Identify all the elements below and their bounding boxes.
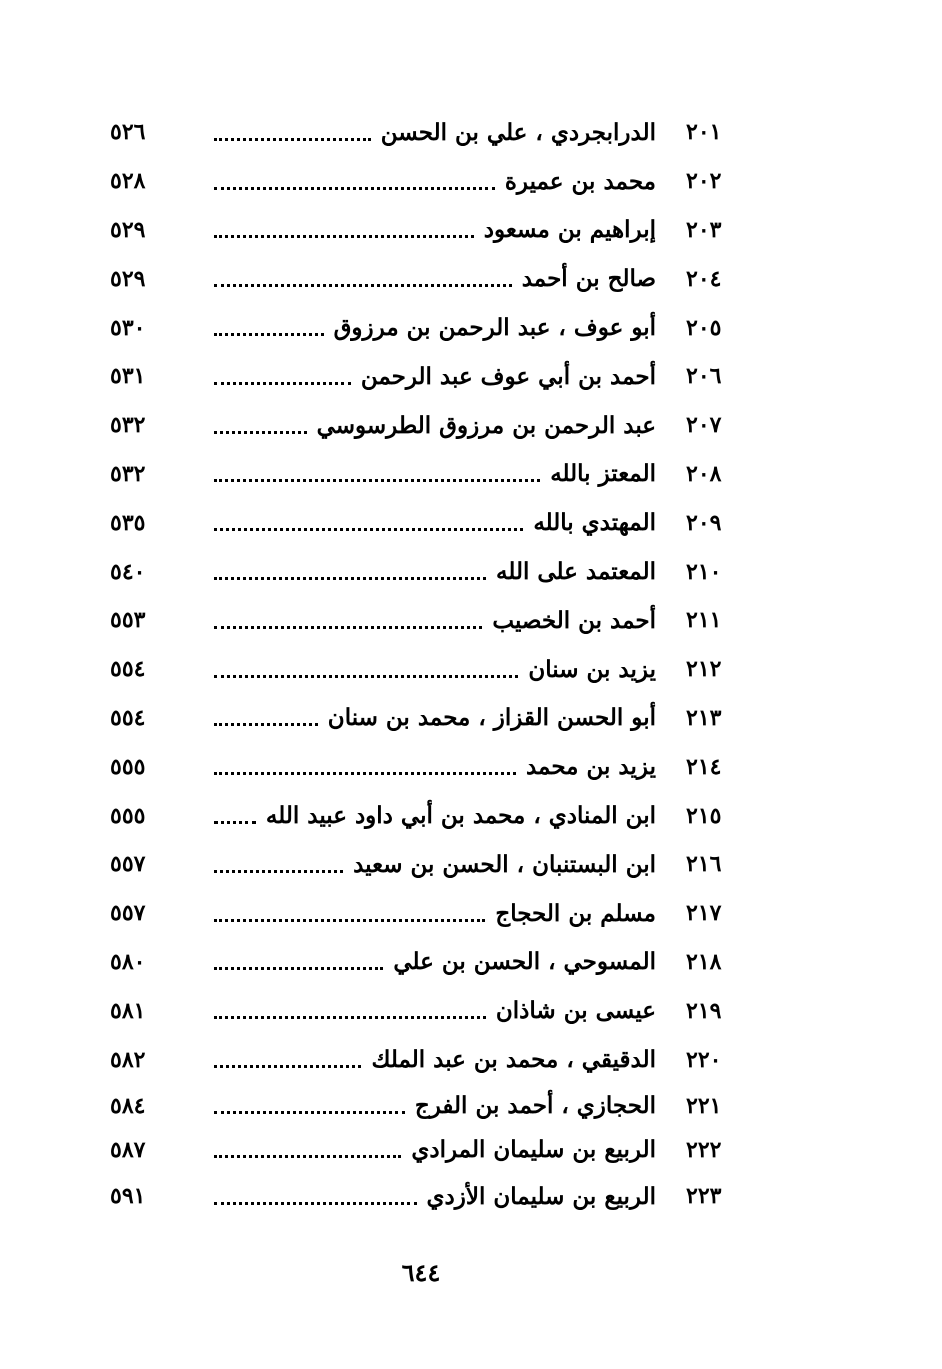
toc-entry — [110, 596, 750, 645]
entry-number: ٢١٤ — [686, 753, 722, 780]
entry-title: يزيد بن سنان — [528, 655, 656, 683]
entry-number: ٢١١ — [686, 607, 722, 634]
toc-entry — [110, 1172, 750, 1221]
entry-number: ٢٠٨ — [686, 460, 722, 487]
dot-leader — [214, 868, 343, 873]
dot-leader — [214, 721, 318, 726]
toc-entry — [110, 742, 750, 791]
page-number: ٦٤٤ — [401, 1258, 441, 1287]
entry-page: ٥٣١ — [110, 363, 146, 390]
toc-entry — [110, 1084, 750, 1128]
entry-title: ابن المنادي ، محمد بن أبي داود عبيد الله — [265, 802, 656, 830]
toc-entry — [110, 547, 750, 596]
entry-title: عيسى بن شاذان — [495, 997, 656, 1025]
toc-entry — [110, 889, 750, 938]
entry-title: الحجازي ، أحمد بن الفرج — [414, 1092, 656, 1120]
entry-page: ٥٥٥ — [110, 802, 146, 829]
toc-entry — [110, 840, 750, 889]
entry-page: ٥٨٧ — [110, 1136, 146, 1163]
dot-leader — [214, 185, 495, 190]
entry-page: ٥٩١ — [110, 1183, 146, 1210]
dot-leader — [214, 1014, 486, 1019]
toc-entry — [110, 791, 750, 840]
entry-page: ٥٥٤ — [110, 656, 146, 683]
entry-page: ٥٢٦ — [110, 119, 146, 146]
entry-number: ٢٠٩ — [686, 509, 722, 536]
entry-title: الدقيقي ، محمد بن عبد الملك — [371, 1046, 656, 1074]
entry-title: محمد بن عميرة — [504, 167, 656, 195]
entry-number: ٢٠٢ — [686, 168, 722, 195]
toc-entry — [110, 352, 750, 401]
entry-page: ٥٢٨ — [110, 168, 146, 195]
dot-leader — [214, 917, 485, 922]
entry-number: ٢٢٠ — [686, 1046, 722, 1073]
entry-page: ٥٥٤ — [110, 704, 146, 731]
toc-entry — [110, 645, 750, 694]
entry-title: ابن البستنبان ، الحسن بن سعيد — [353, 850, 656, 878]
toc-entry — [110, 206, 750, 255]
entry-number: ٢١٩ — [686, 997, 722, 1024]
entry-number: ٢٠٥ — [686, 314, 722, 341]
entry-title: المعتز بالله — [550, 460, 656, 488]
entry-page: ٥٣٢ — [110, 460, 146, 487]
entry-number: ٢٠٤ — [686, 265, 722, 292]
entry-page: ٥٣٥ — [110, 509, 146, 536]
entry-number: ٢٢١ — [686, 1092, 722, 1119]
toc-entry — [110, 108, 750, 157]
entry-page: ٥٨١ — [110, 997, 146, 1024]
dot-leader — [214, 233, 474, 238]
entry-page: ٥٨٤ — [110, 1092, 146, 1119]
entry-number: ٢٠٣ — [686, 216, 722, 243]
entry-title: أحمد بن أبي عوف عبد الرحمن — [360, 362, 656, 390]
dot-leader — [214, 770, 516, 775]
entry-number: ٢١٨ — [686, 948, 722, 975]
entry-title: الربيع بن سليمان الأزدي — [426, 1182, 656, 1210]
toc-entry — [110, 303, 750, 352]
entry-page: ٥٨٢ — [110, 1046, 146, 1073]
dot-leader — [214, 965, 383, 970]
entry-number: ٢١٧ — [686, 900, 722, 927]
entry-number: ٢٢٢ — [686, 1136, 722, 1163]
entry-page: ٥٨٠ — [110, 948, 146, 975]
entry-page: ٥٣٢ — [110, 412, 146, 439]
dot-leader — [214, 136, 371, 141]
dot-leader — [214, 1153, 401, 1158]
dot-leader — [214, 624, 482, 629]
entry-title: الربيع بن سليمان المرادي — [411, 1136, 656, 1164]
toc-entry — [110, 450, 750, 499]
entry-page: ٥٥٧ — [110, 900, 146, 927]
toc-entry — [110, 498, 750, 547]
dot-leader — [214, 429, 307, 434]
dot-leader — [214, 819, 256, 824]
entry-number: ٢٢٣ — [686, 1183, 722, 1210]
entry-title: عبد الرحمن بن مرزوق الطرسوسي — [316, 411, 656, 439]
entry-title: أبو الحسن القزاز ، محمد بن سنان — [327, 704, 656, 732]
entry-title: أحمد بن الخصيب — [492, 606, 656, 634]
entry-title: أبو عوف ، عبد الرحمن بن مرزوق — [333, 314, 656, 342]
dot-leader — [214, 282, 512, 287]
entry-title: إبراهيم بن مسعود — [483, 216, 656, 244]
dot-leader — [214, 575, 486, 580]
entry-number: ٢١٦ — [686, 851, 722, 878]
toc-entry — [110, 401, 750, 450]
dot-leader — [214, 526, 523, 531]
entry-page: ٥٥٧ — [110, 851, 146, 878]
toc-entry — [110, 986, 750, 1035]
toc-entry — [110, 254, 750, 303]
toc-entry — [110, 1128, 750, 1172]
entry-number: ٢٠٧ — [686, 412, 722, 439]
dot-leader — [214, 477, 540, 482]
toc-entry — [110, 157, 750, 206]
toc-entry — [110, 694, 750, 743]
entry-page: ٥٣٠ — [110, 314, 146, 341]
toc-entry — [110, 1035, 750, 1084]
entry-number: ٢١٣ — [686, 704, 722, 731]
entry-number: ٢١٥ — [686, 802, 722, 829]
entry-title: المسوحي ، الحسن بن علي — [393, 948, 656, 976]
dot-leader — [214, 673, 518, 678]
entry-title: المعتمد على الله — [496, 558, 656, 586]
dot-leader — [214, 1109, 405, 1114]
entry-number: ٢١٠ — [686, 558, 722, 585]
dot-leader — [214, 331, 324, 336]
entry-title: صالح بن أحمد — [521, 265, 656, 293]
dot-leader — [214, 1200, 417, 1205]
entry-number: ٢٠٦ — [686, 363, 722, 390]
dot-leader — [214, 380, 351, 385]
entry-title: المهتدي بالله — [533, 509, 656, 537]
entry-title: الدرابجردي ، علي بن الحسن — [380, 118, 656, 146]
entry-title: مسلم بن الحجاج — [495, 899, 656, 927]
entry-page: ٥٢٩ — [110, 216, 146, 243]
toc-entry — [110, 938, 750, 987]
entry-number: ٢٠١ — [686, 119, 722, 146]
entry-title: يزيد بن محمد — [525, 753, 656, 781]
entry-page: ٥٥٣ — [110, 607, 146, 634]
table-of-contents — [110, 108, 750, 1221]
entry-number: ٢١٢ — [686, 656, 722, 683]
entry-page: ٥٤٠ — [110, 558, 146, 585]
entry-page: ٥٢٩ — [110, 265, 146, 292]
entry-page: ٥٥٥ — [110, 753, 146, 780]
dot-leader — [214, 1063, 361, 1068]
